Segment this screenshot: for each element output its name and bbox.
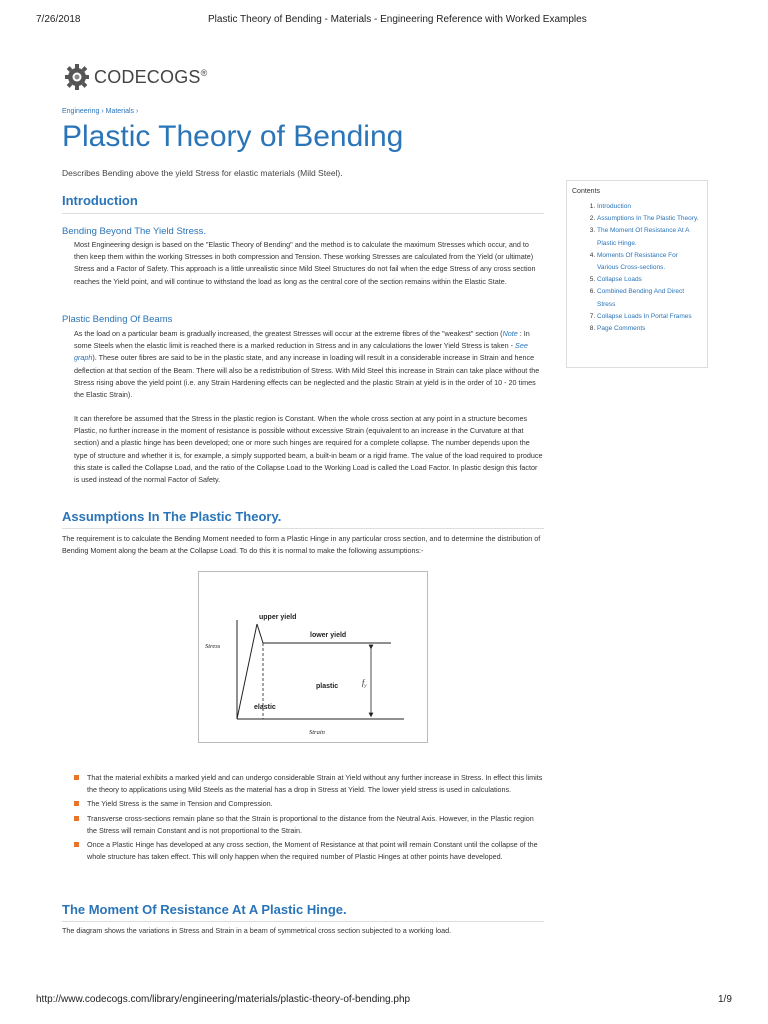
toc-link-cross-sections[interactable]: Moments Of Resistance For Various Cross-sections. bbox=[597, 251, 678, 272]
intro-paragraph-2 bbox=[74, 328, 544, 401]
toc-item bbox=[597, 274, 701, 286]
section-divider bbox=[62, 213, 544, 214]
table-of-contents bbox=[566, 180, 708, 368]
print-url[interactable]: http://www.codecogs.com/library/engineering/materials/plastic-theory-of-bending.php bbox=[36, 994, 411, 1005]
page-description: Describes Bending above the yield Stress for elastic materials (Mild Steel). bbox=[62, 168, 343, 178]
list-item: Transverse cross-sections remain plane so that the Strain is proportional to the distance from the Neutral Axis. However, in the Plastic region the Stress will remain Constant and is not proportional to the Strain. bbox=[74, 813, 544, 837]
toc-item bbox=[597, 250, 701, 274]
list-item: That the material exhibits a marked yield and can undergo considerable Strain at Yield without any further increase in Stress. In effect this limits the theory to applications using Mild Steels as the material has a drop in Stress at Yield. The lower yield stress is used in calculations. bbox=[74, 772, 544, 796]
section-divider bbox=[62, 921, 544, 922]
breadcrumb-separator: › bbox=[101, 108, 104, 115]
toc-item bbox=[597, 201, 701, 213]
list-item: The Yield Stress is the same in Tension and Compression. bbox=[74, 798, 544, 810]
subheading-bending-beyond-yield: Bending Beyond The Yield Stress. bbox=[62, 226, 207, 237]
assumptions-list bbox=[74, 772, 544, 865]
intro-paragraph-1: Most Engineering design is based on the "Elastic Theory of Bending" and the method is to calculate the maximum Stresses which occur, and to then keep them within the working Stresses in both compression and Tension. These working Stresses are calculated from the Yield (or ultimate) Stress and a Factor of Safety. This approach is a little unrealistic since Mild Steel Structures do not fail when the edge Stress of any cross section reaches the Yield point, and will continue to withstand the load as long as the central core of the section remains within the Elastic State. bbox=[74, 240, 536, 286]
section-divider bbox=[62, 528, 544, 529]
toc-item bbox=[597, 323, 701, 335]
note-link[interactable]: Note bbox=[502, 329, 518, 338]
print-date: 7/26/2018 bbox=[36, 14, 81, 25]
page-title: Plastic Theory of Bending bbox=[62, 120, 404, 153]
label-strain: Strain bbox=[309, 729, 325, 736]
toc-link-introduction[interactable]: Introduction bbox=[597, 203, 631, 210]
gear-icon bbox=[64, 62, 90, 92]
paragraph-text: : In some Steels when the elastic limit is reached there is a marked reduction in Stress and in any calculations the lower Yield Stress is taken - bbox=[74, 329, 530, 351]
section-heading-moment-of-resistance: The Moment Of Resistance At A Plastic Hinge. bbox=[62, 902, 347, 917]
breadcrumb-materials[interactable]: Materials bbox=[105, 108, 135, 115]
breadcrumb-separator: › bbox=[135, 108, 139, 115]
stress-strain-diagram bbox=[198, 571, 428, 743]
toc-item bbox=[597, 286, 701, 310]
label-upper-yield: upper yield bbox=[259, 614, 297, 621]
label-plastic: plastic bbox=[316, 683, 339, 690]
section-heading-introduction: Introduction bbox=[62, 193, 138, 208]
toc-list bbox=[567, 201, 707, 335]
label-fy: $f_y$ bbox=[362, 678, 367, 689]
yield-drop-line bbox=[257, 624, 263, 643]
print-page-number: 1/9 bbox=[718, 994, 732, 1005]
paragraph-text: As the load on a particular beam is gradually increased, the greatest Stresses will occur at the extreme fibres of the "weakest" section ( bbox=[74, 329, 503, 338]
moment-paragraph: The diagram shows the variations in Stress and Strain in a beam of symmetrical cross section subjected to a working load. bbox=[62, 926, 452, 935]
section-heading-assumptions: Assumptions In The Plastic Theory. bbox=[62, 509, 282, 524]
logo-text: CODECOGS® bbox=[94, 67, 208, 87]
toc-item bbox=[597, 213, 701, 225]
toc-link-combined-bending[interactable]: Combined Bending And Direct Stress bbox=[597, 288, 685, 308]
toc-item bbox=[597, 311, 701, 323]
label-elastic: elastic bbox=[254, 704, 276, 711]
toc-title: Contents bbox=[572, 188, 601, 195]
toc-link-collapse-loads[interactable]: Collapse Loads bbox=[597, 276, 642, 284]
assumptions-intro-paragraph: The requirement is to calculate the Bending Moment needed to form a Plastic Hinge in any particular cross section, and to determine the distribution of Bending Moment along the beam at the Collapse Load. To do this it is normal to make the following assumptions:- bbox=[62, 534, 541, 556]
label-stress: Stress bbox=[205, 643, 221, 650]
breadcrumb bbox=[62, 108, 138, 115]
toc-link-portal-frames[interactable]: Collapse Loads In Portal Frames bbox=[597, 312, 692, 320]
intro-paragraph-3: It can therefore be assumed that the Stress in the plastic region is Constant. When the whole cross section at any point in a structure becomes Plastic, no further increase in the moment of resistance is possible without excessive Strain (equivalent to an increase in the Curvature at that section) and a plastic hinge has been developed; one or more such hinges are required for a complete collapse. The number depends upon the type of structure and whether it is, for example, a simply supported beam, a built-in beam or a rigid frame. The value of the load required to produce this state is called the Collapse Load, and the ratio of the Collapse Load to the Working Load is called the Load Factor. In plastic design this factor is used instead of the normal Factor of Safety. bbox=[74, 414, 543, 485]
paragraph-text: ). These outer fibres are said to be in the plastic state, and any increase in loading will result in a considerable increase in Strain and hence deflection at that section of the Beam. There will also be a redistribution of Stress. With Mild Steel this increase in Strain can take place without the Stress rising above the yield point (i.e. any Strain Hardening effects can be neglected and the plastic Strain at yield is in the order of 10 - 20 times the Elastic Strain). bbox=[74, 353, 540, 400]
toc-link-page-comments[interactable]: Page Comments bbox=[597, 325, 646, 333]
subheading-plastic-bending: Plastic Bending Of Beams bbox=[62, 314, 173, 325]
see-graph-link[interactable]: See graph bbox=[74, 341, 528, 363]
toc-link-moment-of-resistance[interactable]: The Moment Of Resistance At A Plastic Hinge. bbox=[597, 227, 690, 247]
toc-item bbox=[597, 225, 701, 249]
label-lower-yield: lower yield bbox=[310, 632, 347, 639]
toc-link-assumptions[interactable]: Assumptions In The Plastic Theory. bbox=[597, 215, 699, 223]
list-item: Once a Plastic Hinge has developed at any cross section, the Moment of Resistance at that point will remain Constant until the collapse of the whole structure has taken effect. This will only happen when the required number of Plastic Hinges at other points have developed. bbox=[74, 839, 544, 863]
stress-strain-svg bbox=[199, 572, 427, 742]
print-doc-title: Plastic Theory of Bending - Materials - Engineering Reference with Worked Examples bbox=[208, 14, 587, 25]
breadcrumb-engineering[interactable]: Engineering bbox=[62, 108, 100, 115]
